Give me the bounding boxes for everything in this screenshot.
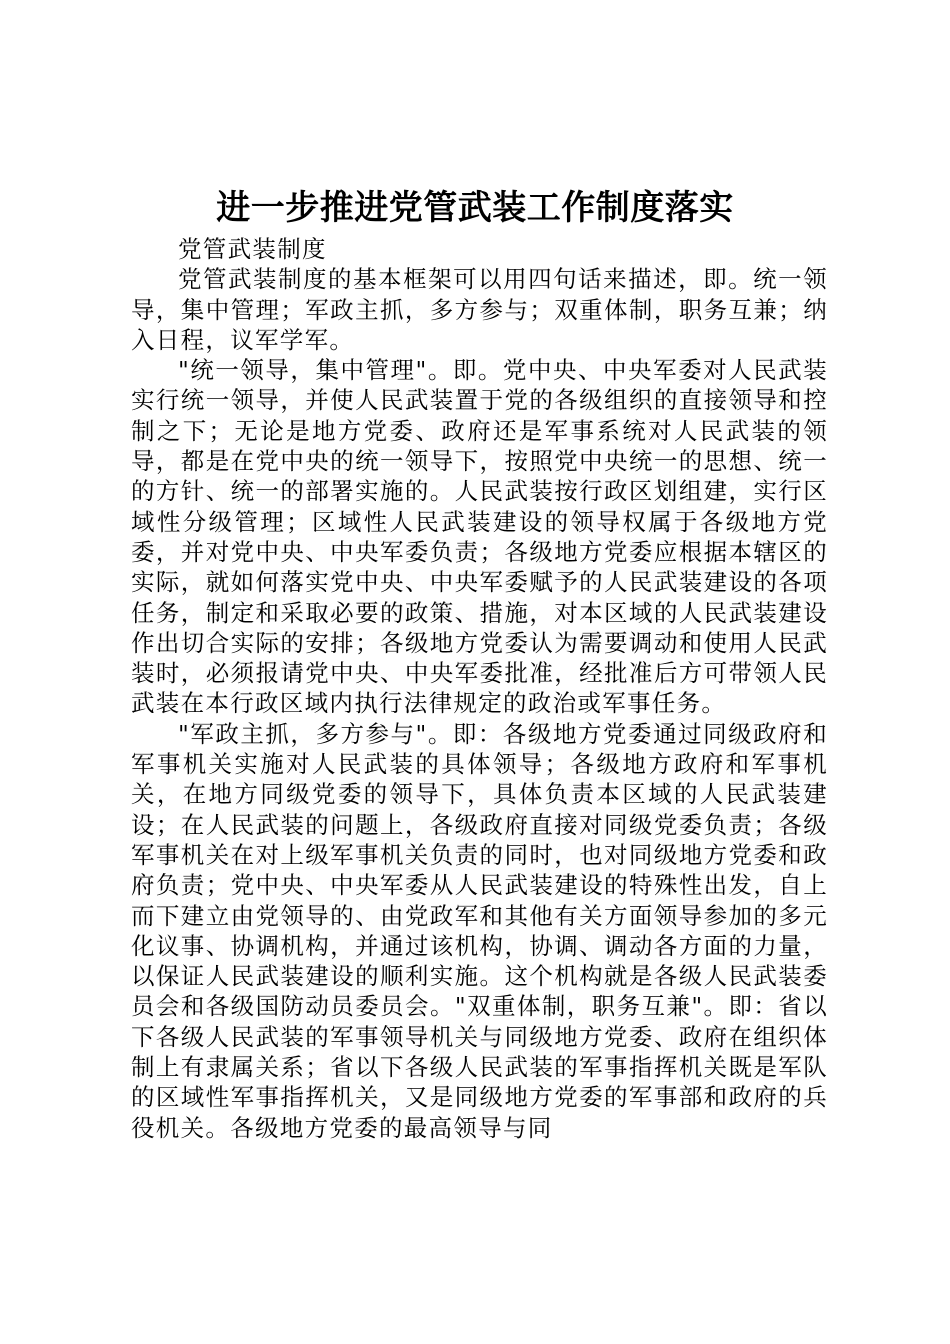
paragraph-unified-leadership: "统一领导，集中管理"。即。党中央、中央军委对人民武装实行统一领导，并使人民武装置于党的各级组织的直接领导和控制之下；无论是地方党委、政府还是军事系统对人民武装的领导，都是在党中央的统一领导下，按照党中央统一的思想、统一的方针、统一的部署实施的。人民武装按行政区划组建，实行区域性分级管理；区域性人民武装建设的领导权属于各级地方党委，并对党中央、中央军委负责；各级地方党委应根据本辖区的实际，就如何落实党中央、中央军委赋予的人民武装建设的各项任务，制定和采取必要的政策、措施，对本区域的人民武装建设作出切合实际的安排；各级地方党委认为需要调动和使用人民武装时，必须报请党中央、中央军委批准，经批准后方可带领人民武装在本行政区域内执行法律规定的政治或军事任务。 (131, 356, 828, 718)
paragraph-framework: 党管武装制度的基本框架可以用四句话来描述，即。统一领导，集中管理；军政主抓，多方参与；双重体制，职务互兼；纳入日程，议军学军。 (131, 265, 828, 354)
document-title: 进一步推进党管武装工作制度落实 (216, 188, 734, 228)
document-body (131, 234, 828, 1143)
paragraph-military-government: "军政主抓，多方参与"。即：各级地方党委通过同级政府和军事机关实施对人民武装的具体领导；各级地方政府和军事机关，在地方同级党委的领导下，具体负责本区域的人民武装建设；在人民武装的问题上，各级政府直接对同级党委负责；各级军事机关在对上级军事机关负责的同时，也对同级地方党委和政府负责；党中央、中央军委从人民武装建设的特殊性出发，自上而下建立由党领导的、由党政军和其他有关方面领导参加的多元化议事、协调机构，并通过该机构，协调、调动各方面的力量，以保证人民武装建设的顺利实施。这个机构就是各级人民武装委员会和各级国防动员委员会。"双重体制，职务互兼"。即：省以下各级人民武装的军事领导机关与同级地方党委、政府在组织体制上有隶属关系；省以下各级人民武装的军事指挥机关既是军队的区域性军事指挥机关，又是同级地方党委的军事部和政府的兵役机关。各级地方党委的最高领导与同 (131, 719, 828, 1142)
paragraph-subtitle: 党管武装制度 (178, 235, 327, 263)
